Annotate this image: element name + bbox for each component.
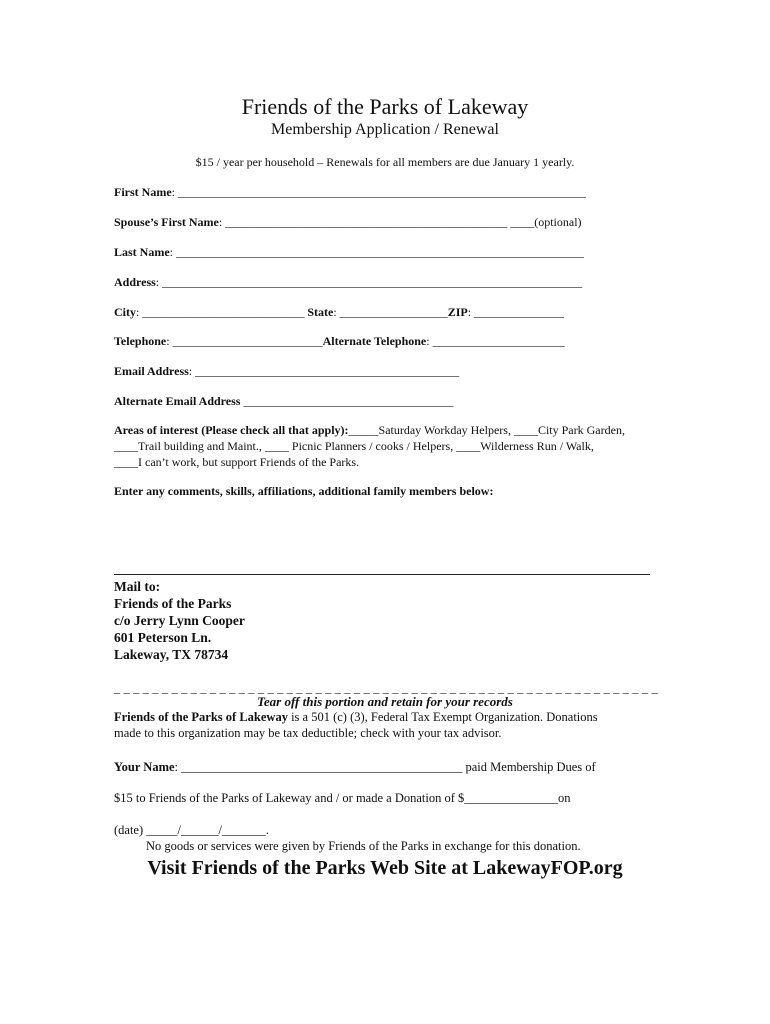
telephone-blank[interactable]: : _________________________	[166, 334, 323, 348]
your-name-blank[interactable]: : _____________________________________________ paid Membership Dues of	[174, 760, 596, 774]
alt-telephone-blank[interactable]: : ______________________	[426, 334, 565, 348]
last-name-field[interactable]	[114, 245, 584, 260]
comments-label: Enter any comments, skills, affiliations, additional family members below:	[114, 484, 494, 498]
tax-exempt-line-2: made to this organization may be tax deductible; check with your tax advisor.	[114, 726, 502, 740]
mail-to-line-1: Friends of the Parks	[114, 596, 232, 611]
alt-email-field[interactable]	[114, 394, 453, 409]
interests-line-1	[114, 423, 625, 438]
tear-off-dashes: _ _ _ _ _ _ _ _ _ _ _ _ _ _ _ _ _ _ _ _ _ _ _ _ _ _ _ _ _ _ _ _ _ _ _ _ _ _ _ _ _ _ _ _ _ _ _ _ _ _ _ _ _ _ _ _ _	[114, 681, 658, 695]
interests-line-3[interactable]: ____I can’t work, but support Friends of the Parks.	[114, 455, 360, 469]
state-label: State	[307, 305, 334, 319]
your-name-field[interactable]	[114, 760, 596, 775]
city-blank[interactable]: : ___________________________	[136, 305, 308, 319]
zip-label: ZIP	[447, 305, 468, 319]
tax-exempt-text: is a 501 (c) (3), Federal Tax Exempt Organization. Donations	[287, 710, 598, 724]
address-label: Address	[114, 275, 156, 289]
date-line[interactable]: (date) _____/______/_______.	[114, 823, 269, 837]
city-label: City	[114, 305, 136, 319]
comments-rule	[114, 574, 650, 575]
visit-website: Visit Friends of the Parks Web Site at LakewayFOP.org	[147, 857, 623, 879]
first-name-field[interactable]	[114, 185, 586, 200]
interests-lead: Areas of interest (Please check all that apply):	[114, 423, 349, 437]
telephone-row	[114, 334, 565, 349]
city-state-zip-row	[114, 305, 564, 320]
first-name-blank[interactable]: : ____________________________________________________________________	[171, 185, 586, 199]
address-field[interactable]	[114, 275, 582, 290]
mail-to-block	[114, 578, 245, 663]
alt-email-blank[interactable]: ___________________________________	[240, 394, 454, 408]
donation-line[interactable]: $15 to Friends of the Parks of Lakeway and / or made a Donation of $_______________on	[114, 791, 571, 805]
first-name-label: First Name	[114, 185, 172, 199]
spouse-first-name-field[interactable]	[114, 215, 582, 230]
telephone-label: Telephone	[114, 334, 167, 348]
last-name-blank[interactable]: : ____________________________________________________________________	[169, 245, 585, 259]
alt-email-label: Alternate Email Address	[114, 394, 241, 408]
email-label: Email Address	[114, 364, 189, 378]
comments-area[interactable]	[114, 502, 650, 572]
mail-to-line-2: c/o Jerry Lynn Cooper	[114, 613, 245, 628]
fee-note: $15 / year per household – Renewals for all members are due January 1 yearly.	[195, 155, 575, 169]
email-blank[interactable]: : ____________________________________________	[188, 364, 460, 378]
your-name-label: Your Name	[114, 760, 175, 774]
tax-exempt-line-1	[114, 710, 598, 725]
org-name: Friends of the Parks of Lakeway	[114, 710, 288, 724]
alt-telephone-label: Alternate Telephone	[322, 334, 427, 348]
spouse-first-name-blank[interactable]: : _______________________________________________ ____(optional)	[218, 215, 582, 229]
mail-to-label: Mail to:	[114, 579, 161, 594]
state-blank[interactable]: : __________________	[333, 305, 448, 319]
spouse-first-name-label: Spouse’s First Name	[114, 215, 219, 229]
no-goods-note: No goods or services were given by Friends of the Parks in exchange for this donation.	[146, 839, 581, 853]
interests-line-2[interactable]: ____Trail building and Maint., ____ Picnic Planners / cooks / Helpers, ____Wilderness Run / Walk,	[114, 439, 594, 453]
tear-off-heading: Tear off this portion and retain for your records	[257, 694, 513, 709]
address-blank[interactable]: : ______________________________________________________________________	[155, 275, 583, 289]
mail-to-line-4: Lakeway, TX 78734	[114, 647, 229, 662]
page-subtitle: Membership Application / Renewal	[271, 121, 499, 138]
email-field[interactable]	[114, 364, 459, 379]
last-name-label: Last Name	[114, 245, 170, 259]
zip-blank[interactable]: : _______________	[467, 305, 565, 319]
page-title: Friends of the Parks of Lakeway	[241, 94, 529, 119]
mail-to-line-3: 601 Peterson Ln.	[114, 630, 212, 645]
interests-options-1[interactable]: _____Saturday Workday Helpers, ____City Park Garden,	[348, 423, 625, 437]
